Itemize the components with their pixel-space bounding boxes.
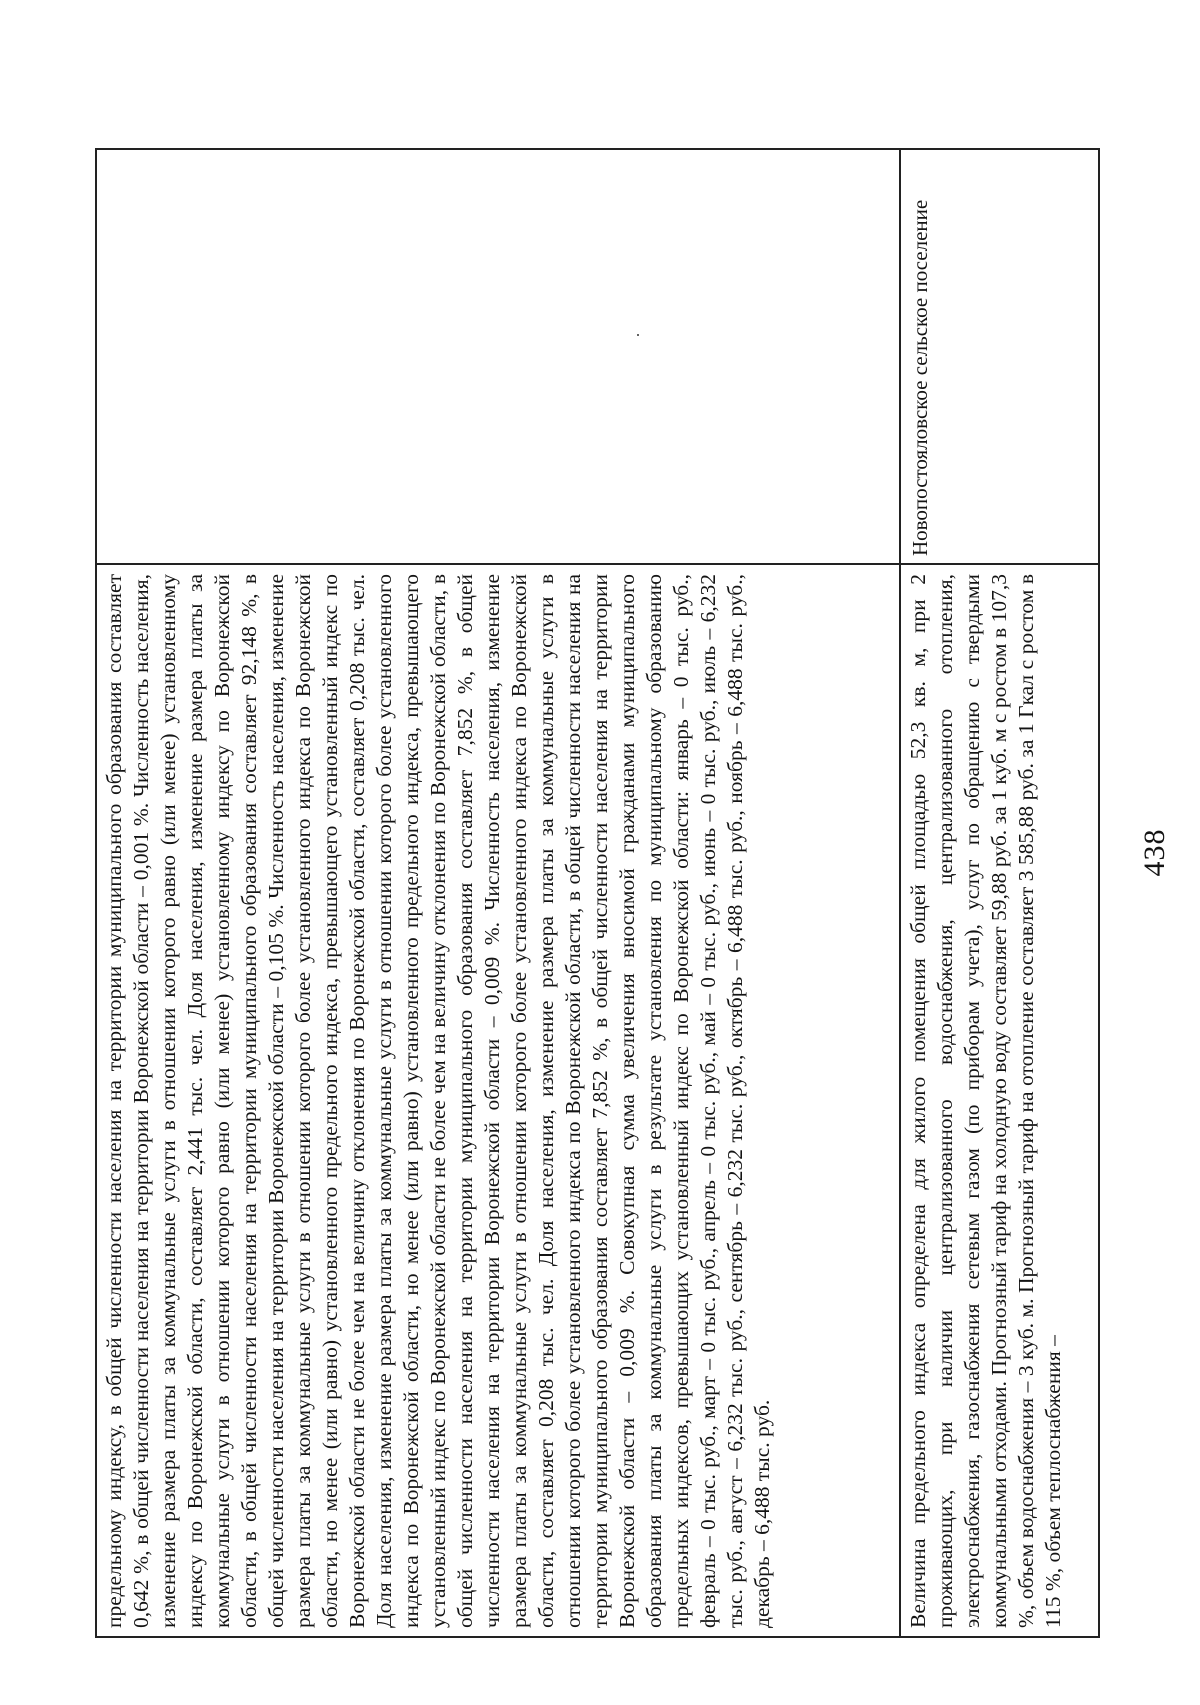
description-cell: Величина предельного индекса определена для жилого помещения общей площадью 52,3 кв. м, при 2 проживающих, при наличии централизованного водоснабжения, централизованного отопления, электроснабжения, газоснабжения сетевым газом (по приборам учета), услуг по обращению с твердыми коммунальными отходами. Прогнозный тариф на холодную воду составляет 59,88 руб. за 1 куб. м с ростом в 107,3 %, объем водоснабжения – 3 куб. м. Прогнозный тариф на отопление составляет 3 585,88 руб. за 1 Гкал с ростом в 115 %, объем теплоснабжения –	[906, 574, 1065, 1628]
page-number: 438	[1138, 828, 1171, 877]
description-cell: предельному индексу, в общей численности населения на территории муниципального образования составляет 0,642 %, в общей численности населения на территории Воронежской области – 0,001 %. Численность населения, изменение размера платы за коммунальные услуги в отношении которого равно (или менее) установленному индексу по Воронежской области, составляет 2,441 тыс. чел. Доля населения, изменение размера платы за коммунальные услуги в отношении которого равно (или менее) установленному индексу по Воронежской области, в общей численности населения на территории муниципального образования составляет 92,148 %, в общей численности населения на территории Воронежской области – 0,105 %. Численность населения, изменение размера платы за коммунальные услуги в отношении которого более установленного индекса по Воронежской области, но менее (или равно) установленного предельного индекса, превышающего установленный индекс по Воронежской области не более чем на величину отклонения по Воронежской области, составляет 0,208 тыс. чел. Доля населения, изменение размера платы за коммунальные услуги в отношении которого более установленного индекса по Воронежской области, но менее (или равно) установленного предельного индекса, превышающего установленный индекс по Воронежской области не более чем на величину отклонения по Воронежской области, в общей численности населения на территории муниципального образования составляет 7,852 %, в общей численности населения на территории Воронежской области – 0,009 %. Численность населения, изменение размера платы за коммунальные услуги в отношении которого более установленного индекса по Воронежской области, составляет 0,208 тыс. чел. Доля населения, изменение размера платы за коммунальные услуги в отношении которого более установленного индекса по Воронежской области, в общей численности населения на территории муниципального образования составляет 7,852 %, в общей численности населения на территории Воронежской области – 0,009 %. Совокупная сумма увеличения вносимой гражданами муниципального образования платы за коммунальные услуги в результате установления по муниципальному образованию предельных индексов, превышающих установленный индекс по Воронежской области: январь – 0 тыс. руб., февраль – 0 тыс. руб., март – 0 тыс. руб., апрель – 0 тыс. руб., май – 0 тыс. руб., июнь – 0 тыс. руб., июль – 6,232 тыс. руб., август – 6,232 тыс. руб., сентябрь – 6,232 тыс. руб., октябрь – 6,488 тыс. руб., ноябрь – 6,488 тыс. руб., декабрь – 6,488 тыс. руб.	[102, 574, 774, 1628]
column-divider	[901, 563, 1100, 565]
data-table	[95, 148, 1100, 1638]
settlement-cell: Новопостояловское сельское поселение	[908, 199, 932, 556]
table-row	[901, 150, 1100, 1636]
table-row	[97, 150, 901, 1636]
scan-speck	[637, 334, 639, 336]
column-divider	[97, 563, 899, 565]
